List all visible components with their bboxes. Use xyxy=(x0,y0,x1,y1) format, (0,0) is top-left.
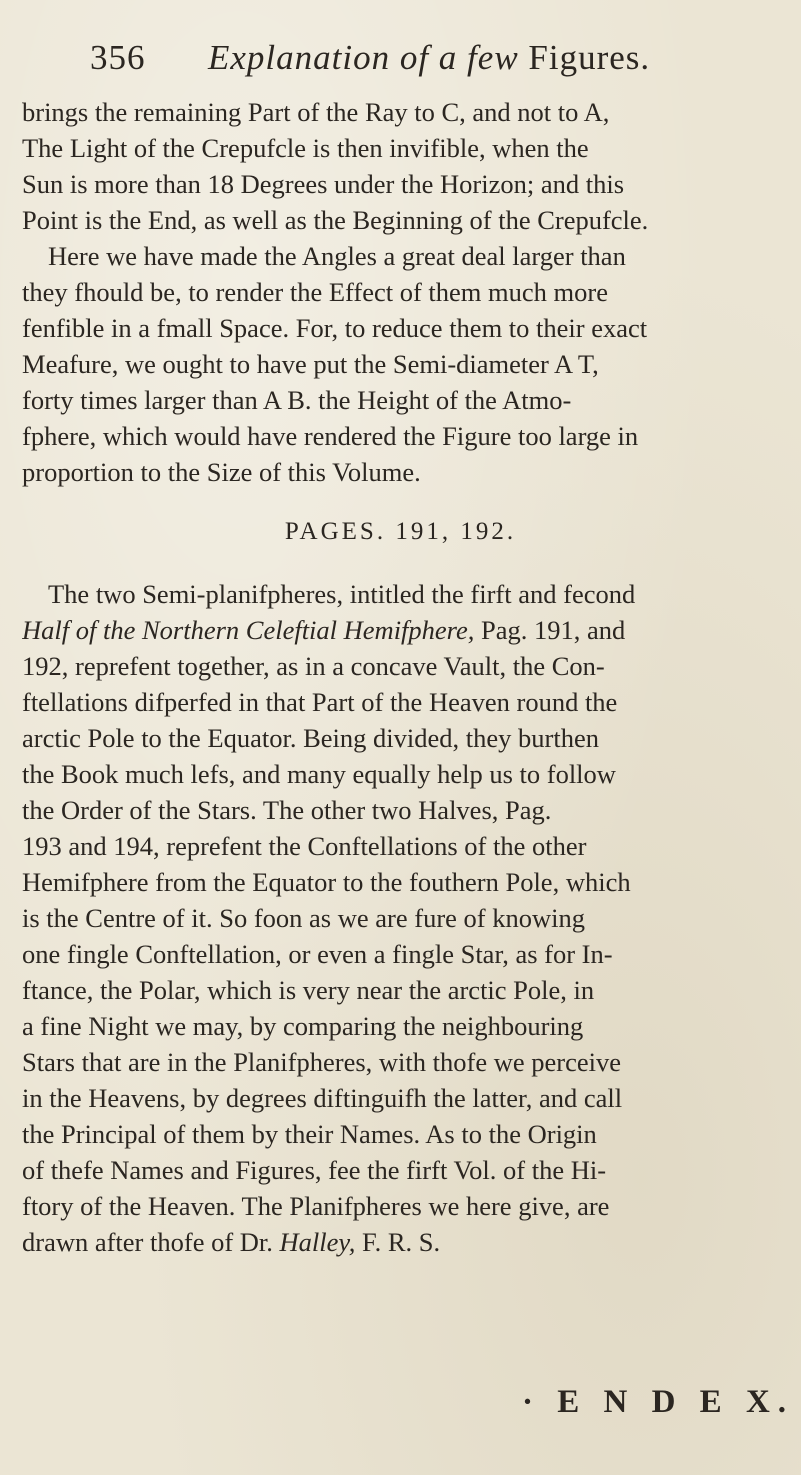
text-line: 193 and 194, reprefent the Conftellations of the other xyxy=(22,831,587,861)
text-line: ftance, the Polar, which is very near the arctic Pole, in xyxy=(22,975,595,1005)
text-line: 192, reprefent together, as in a concave Vault, the Con- xyxy=(22,651,605,681)
end-mark: · E N D E X. xyxy=(522,1384,795,1420)
italic-title: Half of the Northern Celeftial Hemifphere, xyxy=(22,615,475,645)
italic-name: Halley, xyxy=(279,1227,356,1257)
text-line: Point is the End, as well as the Beginning of the Crepufcle. xyxy=(22,205,649,235)
text-line: Here we have made the Angles a great deal larger than xyxy=(48,241,626,271)
text-line: one fingle Conftellation, or even a fingle Star, as for In- xyxy=(22,939,613,969)
section-heading: PAGES. 191, 192. xyxy=(284,518,517,545)
text-line xyxy=(22,1224,792,1260)
text-line: Stars that are in the Planifpheres, with thofe we perceive xyxy=(22,1047,621,1077)
text-line: proportion to the Size of this Volume. xyxy=(22,457,421,487)
text-line: they fhould be, to render the Effect of them much more xyxy=(22,277,608,307)
text-line: forty times larger than A B. the Height of the Atmo- xyxy=(22,385,572,415)
text-line: ftellations difperfed in that Part of the Heaven round the xyxy=(22,687,618,717)
text-line: arctic Pole to the Equator. Being divided, they burthen xyxy=(22,723,599,753)
text-line: Meafure, we ought to have put the Semi-diameter A T, xyxy=(22,349,599,379)
running-title xyxy=(208,38,650,78)
text-line: ftory of the Heaven. The Planifpheres we here give, are xyxy=(22,1191,610,1221)
page-number: 356 xyxy=(90,38,146,77)
text-line: fenfible in a fmall Space. For, to reduce them to their exact xyxy=(22,313,648,343)
text-line: brings the remaining Part of the Ray to C, and not to A, xyxy=(22,97,610,127)
running-title-upright: Figures. xyxy=(528,38,651,77)
text-line: of thefe Names and Figures, fee the firft Vol. of the Hi- xyxy=(22,1155,607,1185)
text-line: Sun is more than 18 Degrees under the Horizon; and this xyxy=(22,169,625,199)
text-line: fphere, which would have rendered the Figure too large in xyxy=(22,421,639,451)
text-line: a fine Night we may, by comparing the neighbouring xyxy=(22,1011,584,1041)
text-line: The Light of the Crepufcle is then invifible, when the xyxy=(22,133,589,163)
running-title-italic: Explanation of a few xyxy=(208,38,529,77)
page-header xyxy=(90,38,790,90)
page-reference: Pag. 191, and xyxy=(474,615,626,645)
text-line: the Book much lefs, and many equally help us to follow xyxy=(22,759,616,789)
text-line: in the Heavens, by degrees diftinguifh the latter, and call xyxy=(22,1083,623,1113)
text-line: is the Centre of it. So foon as we are fure of knowing xyxy=(22,903,585,933)
text-line xyxy=(22,612,792,648)
text-line: The two Semi-planifpheres, intitled the firft and fecond xyxy=(48,579,636,609)
text-segment: F. R. S. xyxy=(355,1227,441,1257)
text-segment: drawn after thofe of Dr. xyxy=(22,1227,280,1257)
text-line: Hemifphere from the Equator to the fouthern Pole, which xyxy=(22,867,631,897)
text-line: the Principal of them by their Names. As to the Origin xyxy=(22,1119,597,1149)
text-line: the Order of the Stars. The other two Halves, Pag. xyxy=(22,795,552,825)
